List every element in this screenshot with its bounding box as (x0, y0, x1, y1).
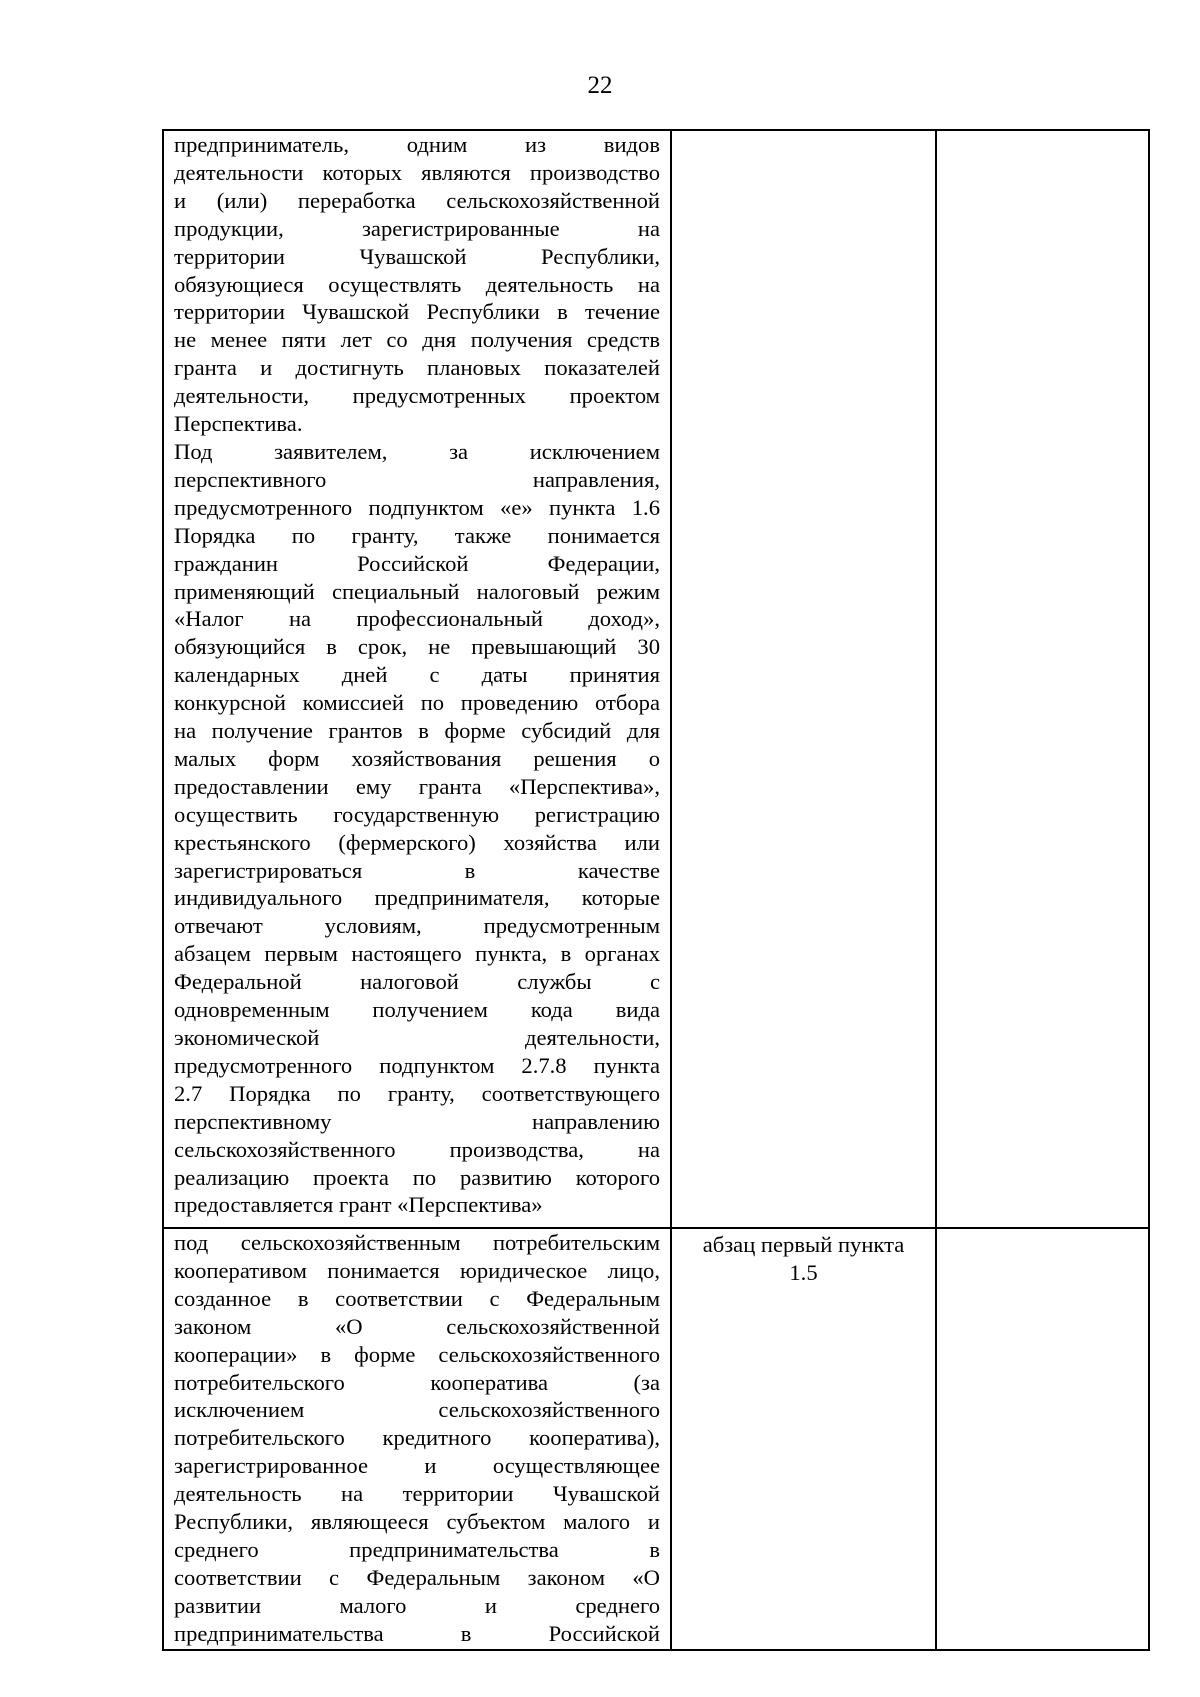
text-line: перспективного направления, (174, 466, 660, 492)
text-line: реализацию проекта по развитию которого (174, 1164, 660, 1190)
text-line: предприниматель, одним из видов (174, 132, 660, 157)
text-line: обязующиеся осуществлять деятельность на (174, 271, 660, 297)
text-line: Федеральной налоговой службы с (174, 969, 660, 995)
definition-cell (163, 130, 671, 1228)
text-line: предоставлении ему гранта «Перспектива», (174, 773, 660, 799)
text-line: под сельскохозяйственным потребительским (174, 1230, 660, 1255)
text-line: конкурсной комиссией по проведению отбора (174, 690, 660, 716)
reference-text (672, 131, 935, 133)
text-line: продукции, зарегистрированные на (174, 215, 660, 241)
text-line: сельскохозяйственного производства, на (174, 1136, 660, 1162)
text-line: перспективному направлению (174, 1108, 660, 1134)
text-line: законом «О сельскохозяйственной (174, 1313, 660, 1339)
text-line: отвечают условиям, предусмотренным (174, 913, 660, 939)
page-number: 22 (587, 72, 613, 99)
text-line: зарегистрироваться в качестве (174, 857, 660, 883)
text-line: 2.7 Порядка по гранту, соответствующего (174, 1080, 660, 1106)
text-line: и (или) переработка сельскохозяйственной (174, 187, 660, 213)
text-line: экономической деятельности, (174, 1025, 660, 1050)
text-line: Перспектива. (174, 411, 303, 437)
text-line: абзацем первым настоящего пункта, в органах (174, 941, 660, 967)
text-line: Порядка по гранту, также понимается (174, 522, 660, 548)
text-line: потребительского кооператива (за (174, 1369, 660, 1395)
note-cell (936, 130, 1149, 1228)
text-line: кооперации» в форме сельскохозяйственного (174, 1341, 660, 1367)
text-line: территории Чувашской Республики, (174, 243, 660, 269)
text-line: обязующийся в срок, не превышающий 30 (174, 634, 660, 660)
table-row (163, 1228, 1149, 1650)
text-line: деятельности которых являются производство (174, 159, 660, 185)
text-line: среднего предпринимательства в (174, 1536, 660, 1562)
text-line: «Налог на профессиональный доход», (174, 606, 660, 632)
text-line: одновременным получением кода вида (174, 997, 660, 1023)
definition-cell (163, 1228, 671, 1650)
note-cell (936, 1228, 1149, 1650)
reference-cell (671, 1228, 936, 1650)
text-line: деятельность на территории Чувашской (174, 1481, 660, 1507)
text-line: развитии малого и среднего (174, 1592, 660, 1618)
text-line: предусмотренного подпунктом 2.7.8 пункта (174, 1052, 660, 1078)
text-line: крестьянского (фермерского) хозяйства или (174, 829, 660, 855)
text-line: кооперативом понимается юридическое лицо, (174, 1257, 660, 1283)
text-line: осуществить государственную регистрацию (174, 801, 660, 827)
definition-text (164, 1229, 670, 1648)
text-line: деятельности, предусмотренных проектом (174, 383, 660, 409)
text-line: предусмотренного подпунктом «е» пункта 1.6 (174, 494, 660, 520)
reference-text: абзац первый пункта 1.5 (702, 1232, 905, 1285)
text-line: зарегистрированное и осуществляющее (174, 1453, 660, 1479)
note-text (937, 1229, 1148, 1231)
text-line: индивидуального предпринимателя, которые (174, 885, 660, 911)
text-line: малых форм хозяйствования решения о (174, 745, 660, 771)
text-line: территории Чувашской Республики в течение (174, 299, 660, 325)
text-line: не менее пяти лет со дня получения средств (174, 327, 660, 353)
text-line: созданное в соответствии с Федеральным (174, 1285, 660, 1311)
reference-cell (671, 130, 936, 1228)
text-line: предоставляется грант «Перспектива» (174, 1192, 543, 1218)
document-table (162, 129, 1150, 1651)
text-line: применяющий специальный налоговый режим (174, 578, 660, 604)
text-line: календарных дней с даты принятия (174, 662, 660, 688)
text-line: гранта и достигнуть плановых показателей (174, 355, 660, 381)
text-line: исключением сельскохозяйственного (174, 1397, 660, 1423)
text-line: потребительского кредитного кооператива), (174, 1425, 660, 1451)
text-line: на получение грантов в форме субсидий для (174, 718, 660, 744)
text-line: соответствии с Федеральным законом «О (174, 1564, 660, 1590)
definition-text (164, 131, 670, 1219)
text-line: Республики, являющееся субъектом малого и (174, 1509, 660, 1535)
text-line: гражданин Российской Федерации, (174, 550, 660, 576)
text-line: Под заявителем, за исключением (174, 438, 660, 464)
text-line: предпринимательства в Российской (174, 1620, 660, 1646)
note-text (937, 131, 1148, 133)
table-row (163, 130, 1149, 1228)
